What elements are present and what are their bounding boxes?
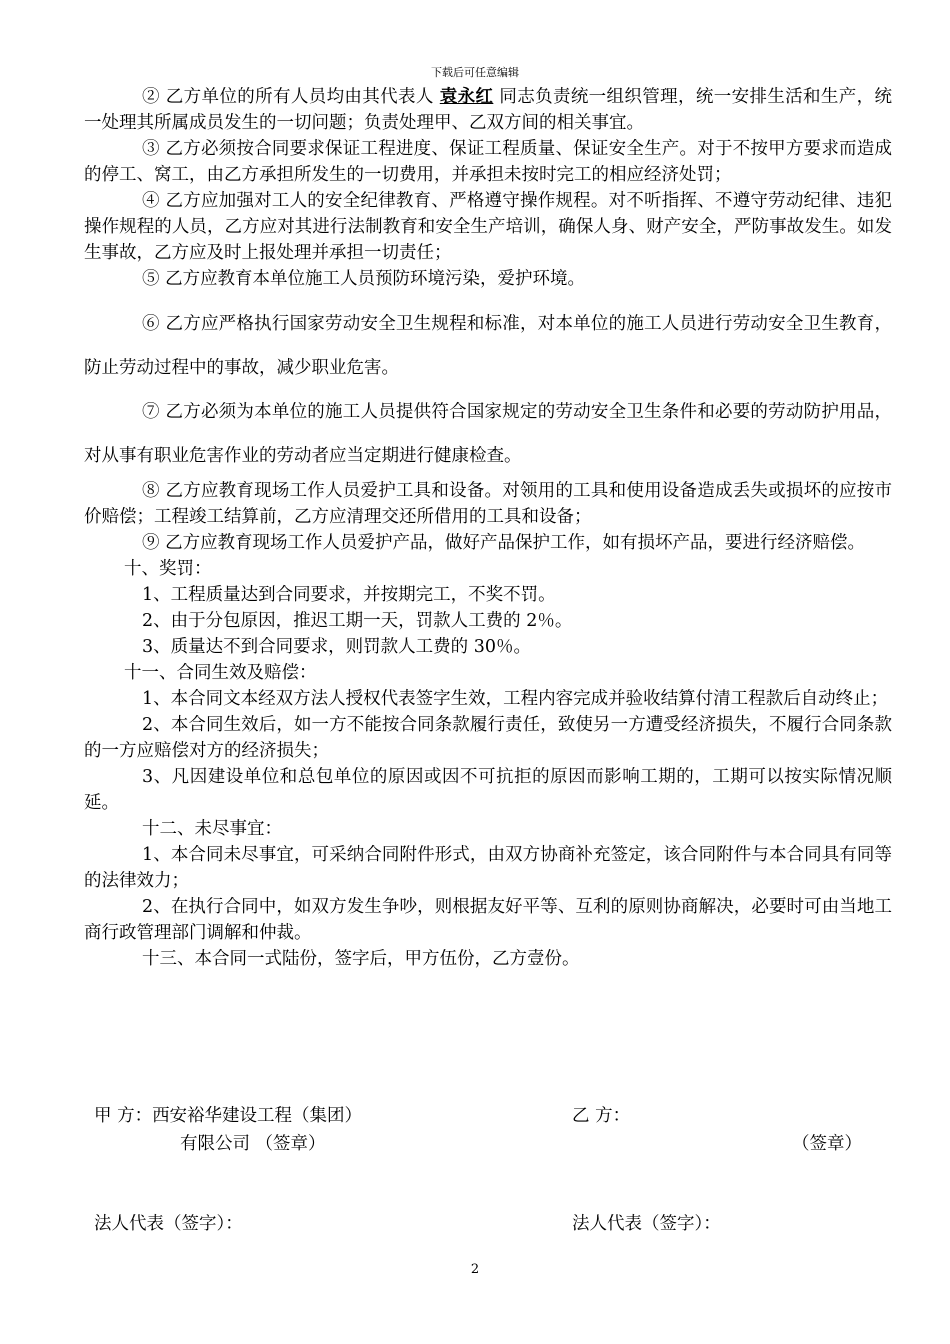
party-a-representative: 法人代表（签字）： — [94, 1214, 243, 1234]
party-a-name: 甲 方：西安裕华建设工程（集团） — [94, 1106, 363, 1126]
clause-8: ⑧ 乙方应教育现场工作人员爱护工具和设备。对领用的工具和使用设备造成丢失或损坏的应按市价赔偿；工程竣工结算前，乙方应清理交还所借用的工具和设备； — [84, 481, 892, 527]
clause-2 — [84, 84, 892, 136]
contract-body — [84, 84, 892, 972]
party-row-1 — [84, 1102, 892, 1130]
section-12-item-1: 1、本合同未尽事宜，可采纳合同附件形式，由双方协商补充签定，该合同附件与本合同具有同等的法律效力； — [84, 845, 892, 891]
clause-5: ⑤ 乙方应教育本单位施工人员预防环境污染，爱护环境。 — [142, 269, 586, 289]
clause-2-text-b: 同志负责统一组织管理，统一安排生活和生产，统一处理其所属成员发生的一切问题；负责处理甲、乙双方间的相关事宜。 — [84, 87, 893, 133]
section-10-item-3: 3、质量达不到合同要求，则罚款人工费的 30％。 — [142, 637, 531, 657]
signature-block — [84, 1102, 892, 1238]
party-b-stamp: （签章） — [792, 1134, 862, 1154]
section-11-item-1: 1、本合同文本经双方法人授权代表签字生效，工程内容完成并验收结算付清工程款后自动终止； — [142, 689, 889, 709]
party-b-name: 乙 方： — [572, 1106, 631, 1126]
clause-3: ③ 乙方必须按合同要求保证工程进度、保证工程质量、保证安全生产。对于不按甲方要求而造成的停工、窝工，由乙方承担所发生的一切费用，并承担未按时完工的相应经济处罚； — [84, 139, 892, 185]
section-13: 十三、本合同一式陆份，签字后，甲方伍份，乙方壹份。 — [142, 949, 580, 969]
section-11-title: 十一、合同生效及赔偿： — [124, 663, 317, 683]
section-10-item-2: 2、由于分包原因，推迟工期一天，罚款人工费的 2％。 — [142, 611, 573, 631]
party-a-name-cont: 有限公司 （签章） — [180, 1134, 326, 1154]
clause-6: ⑥ 乙方应严格执行国家劳动安全卫生规程和标准，对本单位的施工人员进行劳动安全卫生教育，防止劳动过程中的事故，减少职业危害。 — [84, 314, 892, 378]
section-11-item-2: 2、本合同生效后，如一方不能按合同条款履行责任，致使另一方遭受经济损失，不履行合同条款的一方应赔偿对方的经济损失； — [84, 715, 892, 761]
clause-9: ⑨ 乙方应教育现场工作人员爱护产品，做好产品保护工作，如有损坏产品，要进行经济赔偿。 — [142, 533, 866, 553]
page-number: 2 — [470, 1262, 480, 1277]
party-row-2 — [84, 1130, 892, 1158]
section-10-title: 十、奖罚： — [124, 559, 212, 579]
clause-4: ④ 乙方应加强对工人的安全纪律教育、严格遵守操作规程。对不听指挥、不遵守劳动纪律、违犯操作规程的人员，乙方应对其进行法制教育和安全生产培训，确保人身、财产安全，严防事故发生。如发生事故，乙方应及时上报处理并承担一切责任； — [84, 191, 892, 263]
party-b-representative: 法人代表（签字）： — [572, 1214, 721, 1234]
clause-2-text-a: ② 乙方单位的所有人员均由其代表人 — [142, 87, 434, 107]
page-header-note: 下载后可任意编辑 — [431, 66, 519, 79]
section-12-title: 十二、未尽事宜： — [142, 819, 282, 839]
representative-row — [84, 1210, 892, 1238]
representative-name: 袁永红 — [439, 87, 494, 107]
section-12-item-2: 2、在执行合同中，如双方发生争吵，则根据友好平等、互利的原则协商解决，必要时可由当地工商行政管理部门调解和仲裁。 — [84, 897, 892, 943]
clause-7: ⑦ 乙方必须为本单位的施工人员提供符合国家规定的劳动安全卫生条件和必要的劳动防护用品，对从事有职业危害作业的劳动者应当定期进行健康检查。 — [84, 402, 892, 466]
section-10-item-1: 1、工程质量达到合同要求，并按期完工，不奖不罚。 — [142, 585, 556, 605]
section-11-item-3: 3、凡因建设单位和总包单位的原因或因不可抗拒的原因而影响工期的，工期可以按实际情况顺延。 — [84, 767, 892, 813]
